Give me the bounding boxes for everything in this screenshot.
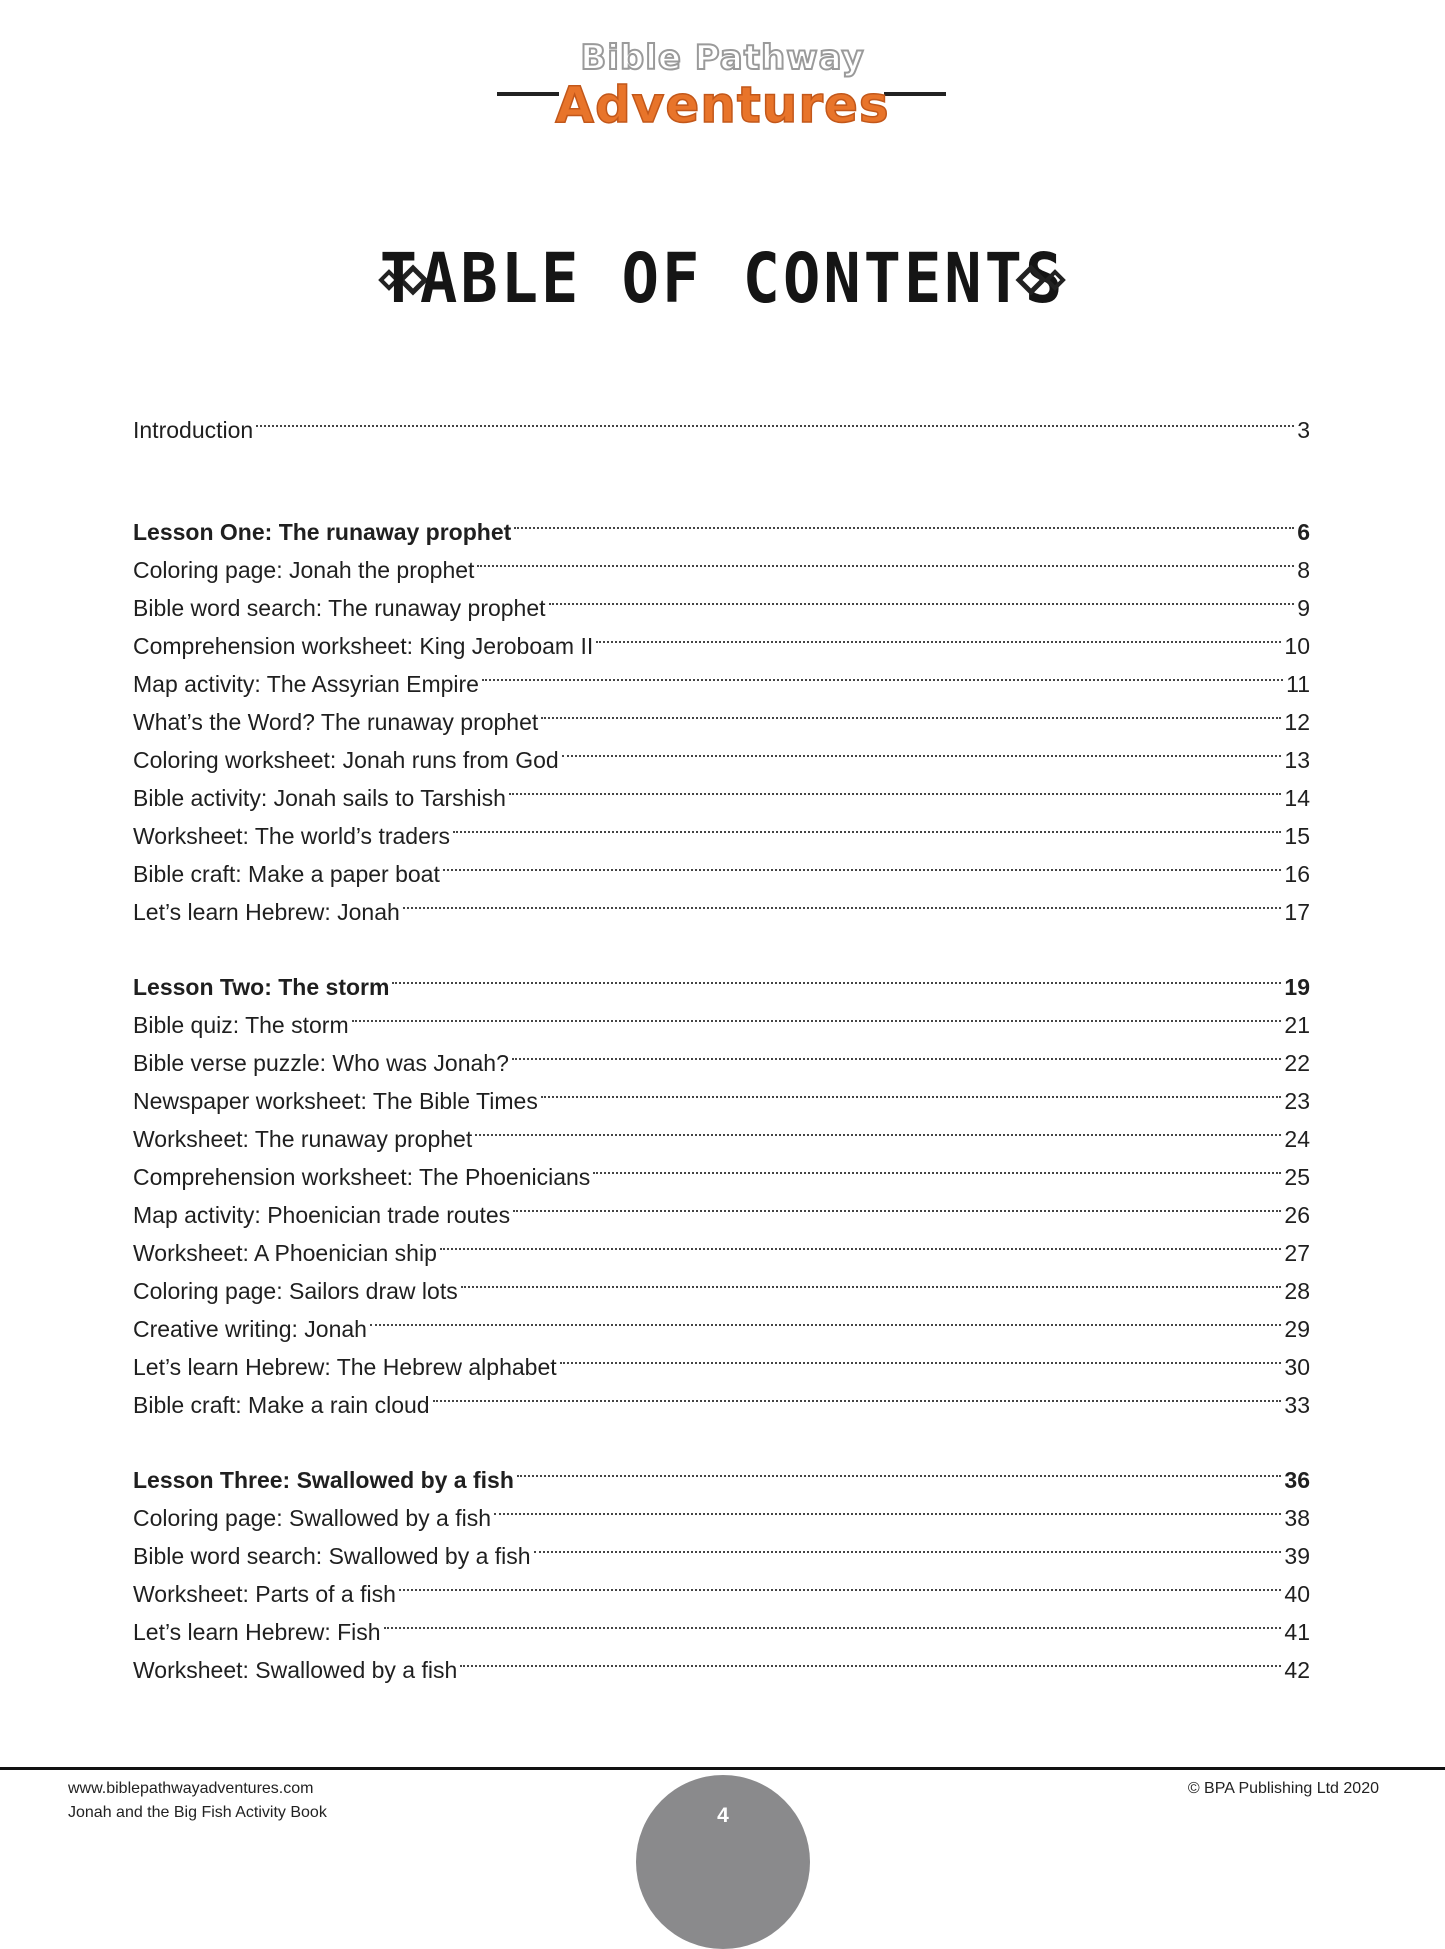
dot-leader	[517, 1450, 1282, 1488]
toc-entry-page: 23	[1284, 1088, 1310, 1114]
dot-leader	[514, 502, 1294, 540]
dot-leader	[593, 1147, 1281, 1185]
dot-leader	[461, 1261, 1282, 1299]
table-of-contents	[133, 400, 1310, 1683]
toc-entry-label: Lesson Three: Swallowed by a fish	[133, 1467, 514, 1493]
toc-entry-page: 8	[1297, 557, 1310, 583]
toc-entry-label: Bible word search: Swallowed by a fish	[133, 1543, 531, 1569]
toc-entry-label: Introduction	[133, 417, 254, 443]
dot-leader	[494, 1488, 1281, 1526]
toc-entry-page: 30	[1284, 1354, 1310, 1380]
dot-leader	[370, 1299, 1281, 1337]
toc-entry-page: 39	[1284, 1543, 1310, 1569]
toc-entry-page: 9	[1297, 595, 1310, 621]
dot-leader	[352, 995, 1282, 1033]
toc-entry-label: Comprehension worksheet: King Jeroboam II	[133, 633, 594, 659]
page-number: 4	[717, 1804, 729, 1827]
toc-entry-label: Bible craft: Make a rain cloud	[133, 1392, 430, 1418]
toc-entry-page: 26	[1284, 1202, 1310, 1228]
dot-leader	[475, 1109, 1281, 1147]
toc-entry-page: 10	[1284, 633, 1310, 659]
dot-leader	[392, 957, 1281, 995]
toc-entry-label: Comprehension worksheet: The Phoenicians	[133, 1164, 591, 1190]
logo-text-top: Bible Pathway	[580, 38, 865, 78]
dot-leader	[440, 1223, 1282, 1261]
toc-entry-page: 33	[1284, 1392, 1310, 1418]
toc-entry-page: 15	[1284, 823, 1310, 849]
dot-leader	[541, 1071, 1282, 1109]
dot-leader	[433, 1375, 1282, 1413]
dot-leader	[384, 1602, 1282, 1640]
toc-entry-label: Let’s learn Hebrew: The Hebrew alphabet	[133, 1354, 557, 1380]
footer-left	[68, 1777, 327, 1825]
page-number-tab	[636, 1775, 810, 1949]
dot-leader	[399, 1564, 1282, 1602]
dot-leader	[541, 692, 1281, 730]
toc-entry-page: 14	[1284, 785, 1310, 811]
footer-rule	[0, 1767, 1445, 1770]
toc-entry-label: Bible activity: Jonah sails to Tarshish	[133, 785, 506, 811]
toc-entry-page: 38	[1284, 1505, 1310, 1531]
toc-entry-label: What’s the Word? The runaway prophet	[133, 709, 539, 735]
toc-entry-label: Worksheet: The runaway prophet	[133, 1126, 473, 1152]
page-title: TABLE OF CONTENTS	[379, 238, 1066, 319]
toc-entry-page: 40	[1284, 1581, 1310, 1607]
toc-entry-label: Bible word search: The runaway prophet	[133, 595, 546, 621]
footer-copyright: © BPA Publishing Ltd 2020	[1187, 1780, 1379, 1797]
toc-entry-page: 16	[1284, 861, 1310, 887]
dot-leader	[482, 654, 1283, 692]
toc-entry-label: Bible quiz: The storm	[133, 1012, 349, 1038]
footer-website[interactable]: www.biblepathwayadventures.com	[68, 1780, 314, 1797]
toc-entry-label: Newspaper worksheet: The Bible Times	[133, 1088, 538, 1114]
dot-leader	[403, 882, 1282, 920]
toc-entry-page: 28	[1284, 1278, 1310, 1304]
dot-leader	[453, 806, 1281, 844]
toc-entry-label: Lesson One: The runaway prophet	[133, 519, 512, 545]
toc-entry-page: 17	[1284, 899, 1310, 925]
dot-leader	[534, 1526, 1282, 1564]
toc-entry-page: 41	[1284, 1619, 1310, 1645]
dot-leader	[549, 578, 1295, 616]
footer-book-title: Jonah and the Big Fish Activity Book	[68, 1804, 327, 1821]
dot-leader	[562, 730, 1282, 768]
toc-entry-label: Worksheet: Parts of a fish	[133, 1581, 396, 1607]
toc-entry-page: 24	[1284, 1126, 1310, 1152]
toc-entry-label: Let’s learn Hebrew: Jonah	[133, 899, 400, 925]
toc-entry-label: Lesson Two: The storm	[133, 974, 390, 1000]
toc-lesson-heading[interactable]	[133, 1450, 1310, 1493]
toc-entry-page: 42	[1284, 1657, 1310, 1683]
toc-entry-label: Coloring page: Sailors draw lots	[133, 1278, 458, 1304]
toc-entry-page: 27	[1284, 1240, 1310, 1266]
logo-text-bottom: Adventures	[555, 76, 890, 134]
toc-entry-page: 19	[1284, 974, 1310, 1000]
toc-entry-page: 3	[1297, 417, 1310, 443]
dot-leader	[460, 1640, 1281, 1678]
dot-leader	[512, 1033, 1282, 1071]
toc-entry-label: Map activity: The Assyrian Empire	[133, 671, 479, 697]
toc-entry-label: Creative writing: Jonah	[133, 1316, 367, 1342]
toc-entry-page: 25	[1284, 1164, 1310, 1190]
publisher-logo	[0, 30, 1445, 140]
dot-leader	[443, 844, 1282, 882]
toc-entry-page: 21	[1284, 1012, 1310, 1038]
toc-entry-label: Map activity: Phoenician trade routes	[133, 1202, 511, 1228]
toc-entry-label: Coloring page: Swallowed by a fish	[133, 1505, 491, 1531]
toc-entry-label: Bible craft: Make a paper boat	[133, 861, 440, 887]
toc-entry-page: 6	[1297, 519, 1310, 545]
dot-leader	[256, 400, 1294, 438]
toc-entry-page: 36	[1284, 1467, 1310, 1493]
toc-entry-page: 12	[1284, 709, 1310, 735]
toc-entry-label: Let’s learn Hebrew: Fish	[133, 1619, 381, 1645]
dot-leader	[509, 768, 1282, 806]
toc-lesson-heading[interactable]	[133, 957, 1310, 1000]
toc-entry-page: 29	[1284, 1316, 1310, 1342]
toc-entry-label: Coloring page: Jonah the prophet	[133, 557, 475, 583]
toc-entry-label: Worksheet: A Phoenician ship	[133, 1240, 437, 1266]
toc-entry-page: 13	[1284, 747, 1310, 773]
toc-entry-label: Worksheet: Swallowed by a fish	[133, 1657, 458, 1683]
title-row	[0, 238, 1445, 328]
toc-lesson-heading[interactable]	[133, 502, 1310, 545]
toc-entry-introduction[interactable]	[133, 400, 1310, 443]
dot-leader	[477, 540, 1294, 578]
diamond-ornament-icon	[1011, 258, 1073, 302]
toc-entry-label: Worksheet: The world’s traders	[133, 823, 451, 849]
dot-leader	[513, 1185, 1281, 1223]
toc-entry-page: 11	[1286, 671, 1310, 697]
dot-leader	[596, 616, 1281, 654]
toc-entry-page: 22	[1284, 1050, 1310, 1076]
toc-entry-label: Bible verse puzzle: Who was Jonah?	[133, 1050, 509, 1076]
toc-entry-label: Coloring worksheet: Jonah runs from God	[133, 747, 559, 773]
dot-leader	[560, 1337, 1282, 1375]
